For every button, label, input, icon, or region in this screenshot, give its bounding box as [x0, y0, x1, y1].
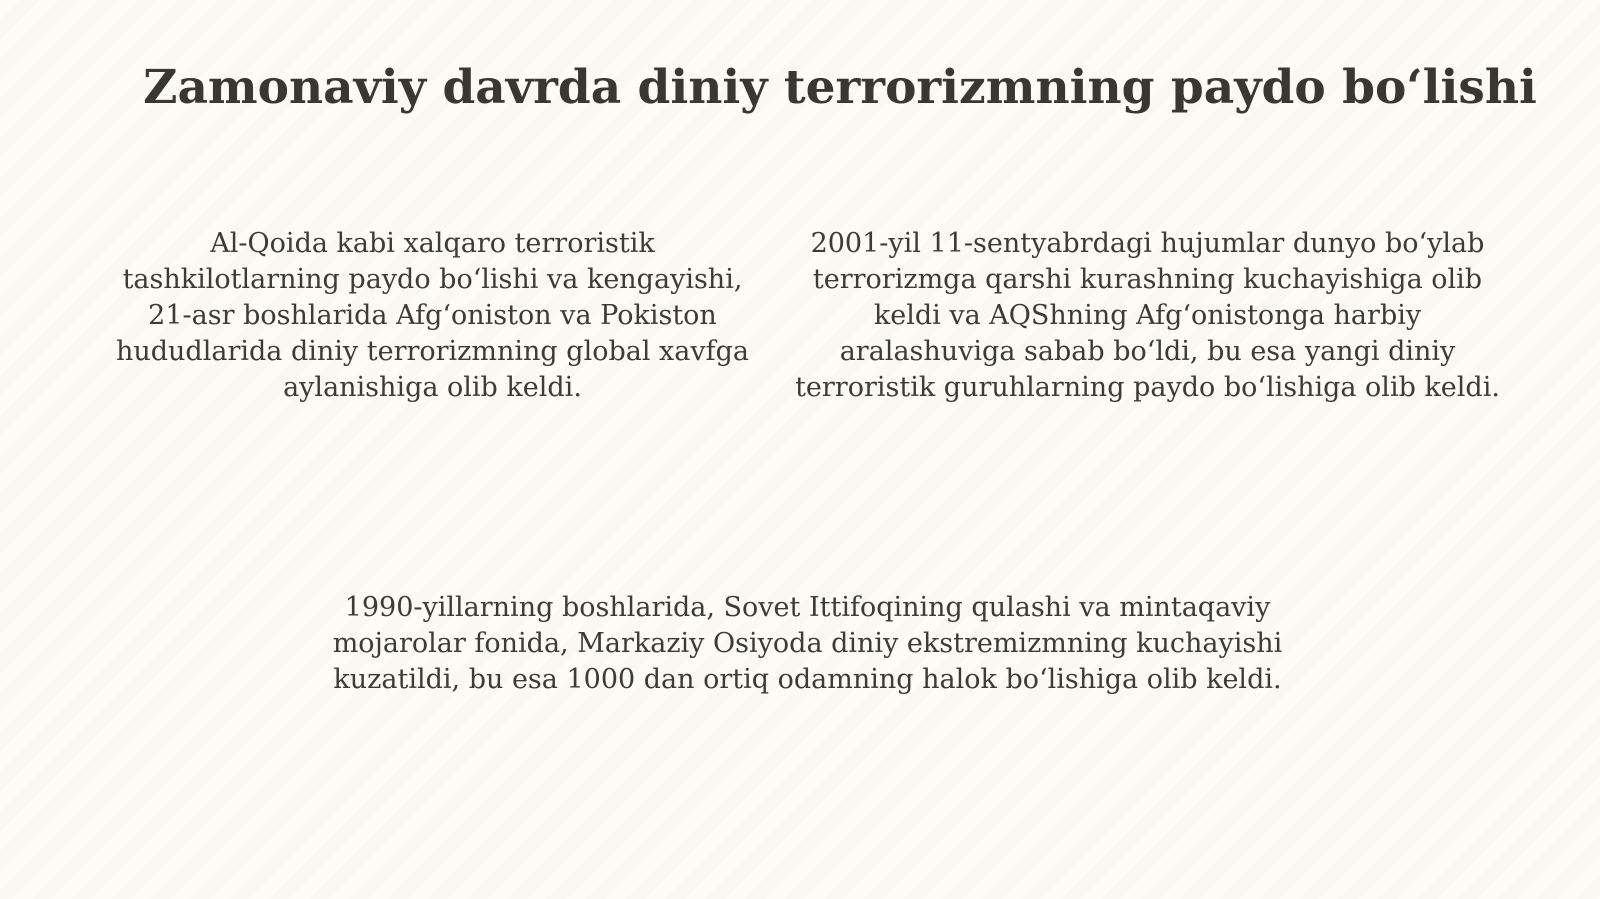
slide-title: Zamonaviy davrda diniy terrorizmning paydo bo‘lishi [143, 60, 1537, 115]
paragraph-september-11: 2001-yil 11-sentyabrdagi hujumlar dunyo bo‘ylab terrorizmga qarshi kurashning kuchayishiga olib keldi va AQShning Afg‘onistonga harbiy aralashuviga sabab bo‘ldi, bu esa yangi diniy terroristik guruhlarning paydo bo‘lishiga olib keldi. [795, 228, 1500, 403]
paragraph-al-qoida: Al-Qoida kabi xalqaro terroristik tashkilotlarning paydo bo‘lishi va kengayishi, 21-asr boshlarida Afg‘oniston va Pokiston hududlarida diniy terrorizmning global xavfga aylanishiga olib keldi. [115, 228, 750, 403]
paragraph-1990s-central-asia: 1990-yillarning boshlarida, Sovet Ittifoqining qulashi va mintaqaviy mojarolar fonida, Markaziy Osiyoda diniy ekstremizmning kuchayishi kuzatildi, bu esa 1000 dan ortiq odamning halok bo‘lishiga olib keldi. [332, 592, 1283, 695]
